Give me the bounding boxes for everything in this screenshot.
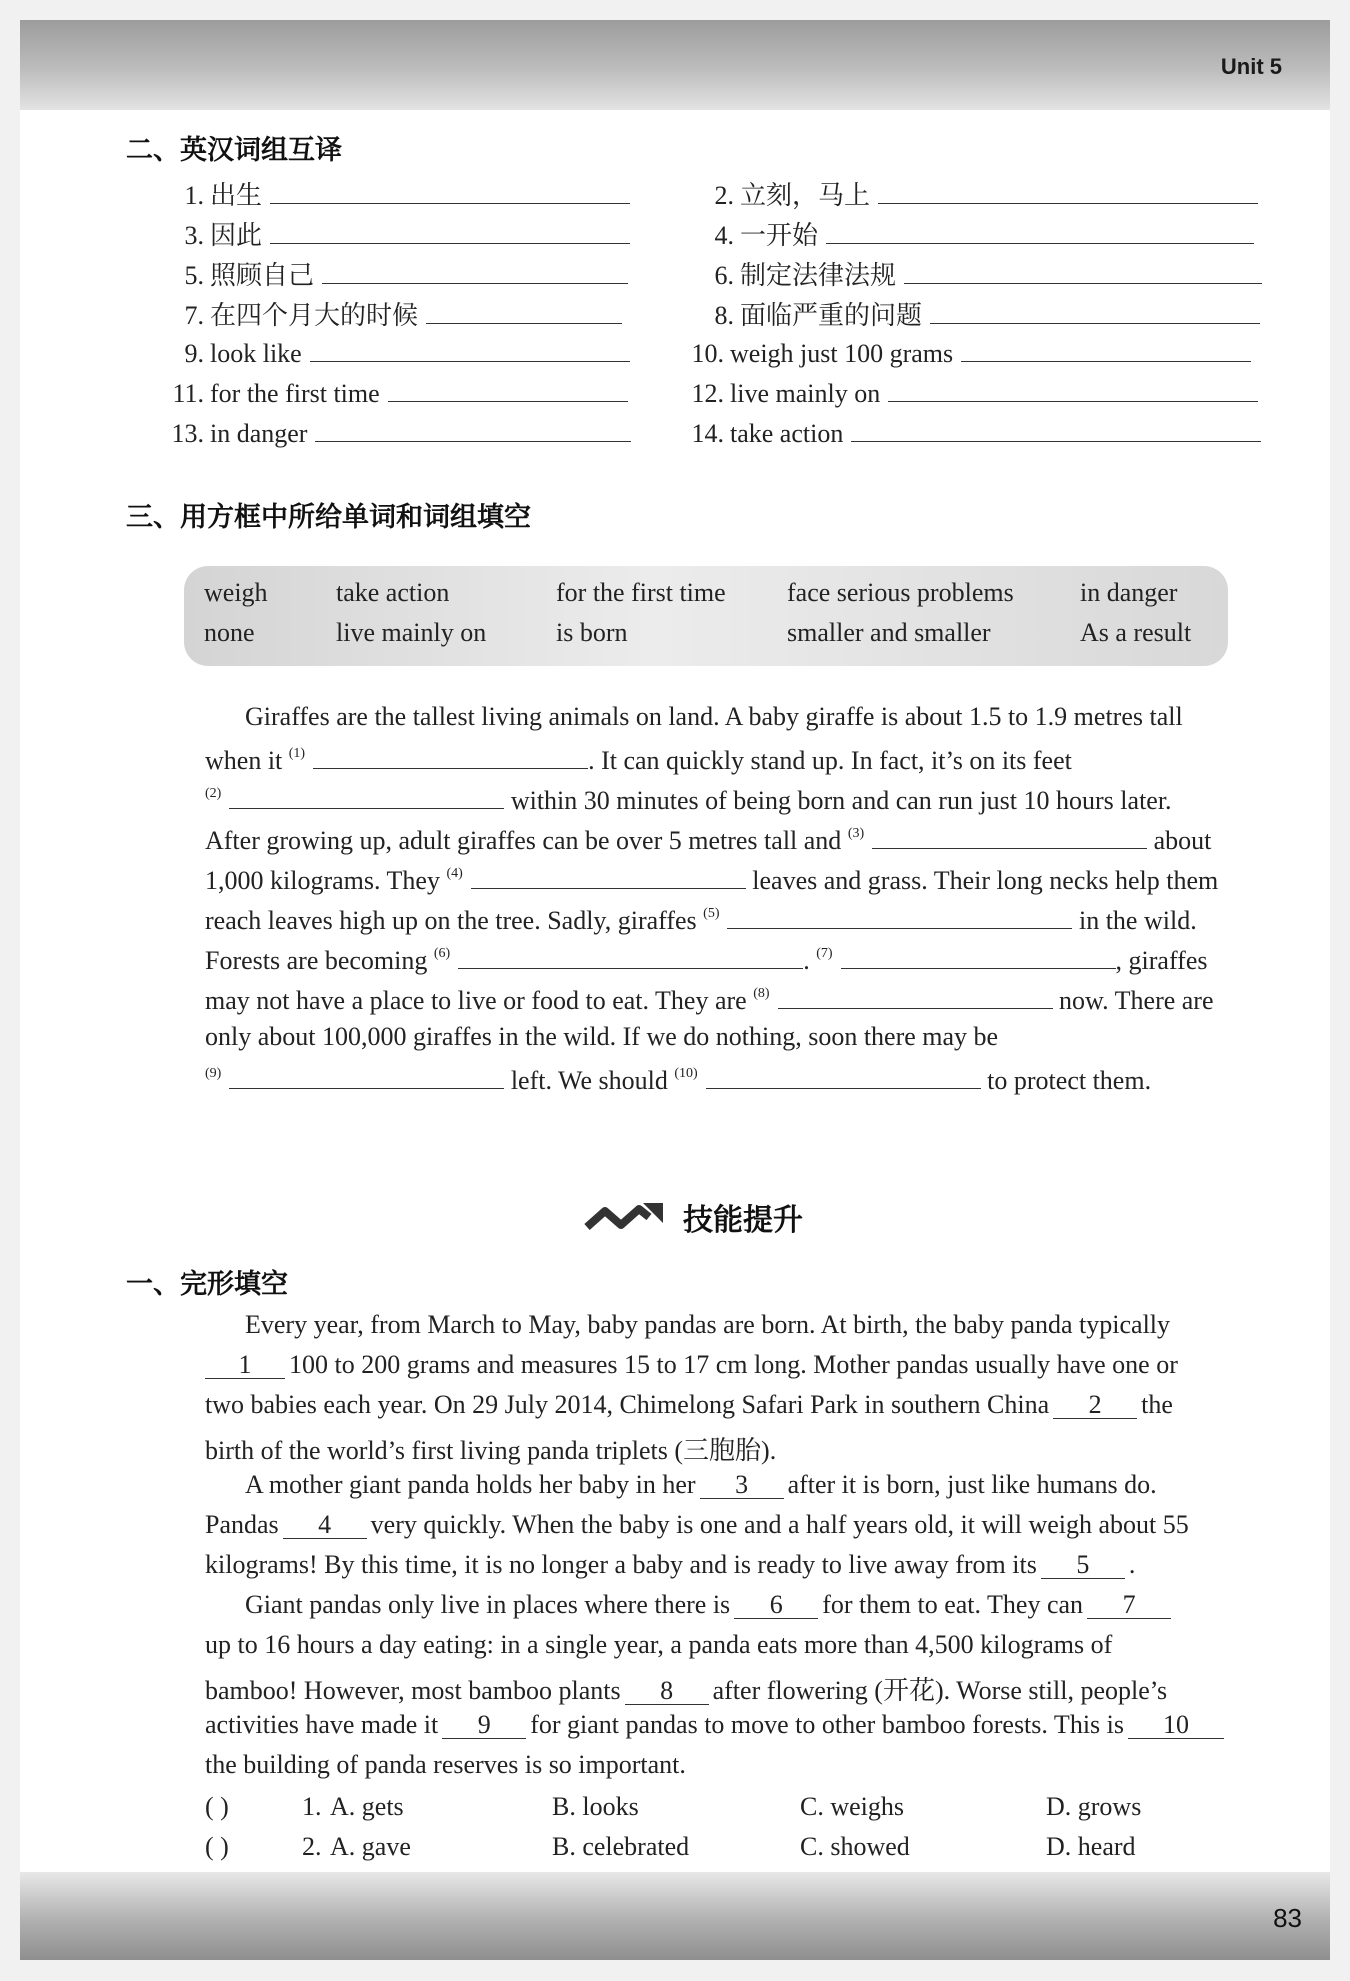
passage-line: $^{(2)}$ within 30 minutes of being born and can run just 10 hours later. (205, 782, 1172, 816)
choice-option[interactable]: D. heard (1046, 1832, 1136, 1861)
section-two-title: 二、英汉词组互译 (126, 135, 342, 166)
word-box-item: is born (556, 618, 628, 647)
cloze-line: kilograms! By this time, it is no longer a baby and is ready to live away from its 5 . (205, 1550, 1136, 1579)
answer-blank-10[interactable] (706, 1062, 981, 1089)
choice-option[interactable]: B. looks (552, 1792, 639, 1821)
footer-band (20, 1872, 1330, 1960)
answer-blank-5[interactable] (727, 902, 1072, 929)
passage-line: $^{(9)}$ left. We should $^{(10)}$ to protect them. (205, 1062, 1151, 1096)
phrase-item-6: 6. 制定法律法规 (700, 255, 1262, 292)
cloze-blank-7[interactable]: 7 (1087, 1592, 1171, 1619)
passage-line: After growing up, adult giraffes can be over 5 metres tall and $^{(3)}$ about (205, 822, 1211, 856)
word-box-item: none (204, 618, 255, 647)
cloze-line: birth of the world’s first living panda triplets (三胞胎). (205, 1436, 777, 1465)
phrase-item-4: 4. 一开始 (700, 215, 1254, 252)
answer-blank[interactable] (851, 415, 1261, 442)
cloze-blank-4[interactable]: 4 (283, 1512, 367, 1539)
answer-blank[interactable] (310, 335, 630, 362)
phrase-item-3: 3. 因此 (170, 215, 630, 252)
word-box-item: face serious problems (787, 578, 1014, 607)
cloze-blank-8[interactable]: 8 (625, 1678, 709, 1705)
answer-blank[interactable] (426, 297, 622, 324)
answer-blank[interactable] (826, 217, 1254, 244)
phrase-item-12: 12. live mainly on (690, 375, 1258, 409)
skills-heading-label: 技能提升 (683, 1203, 803, 1238)
answer-blank-9[interactable] (229, 1062, 504, 1089)
header-band (20, 20, 1330, 110)
cloze-line: Giant pandas only live in places where there is 6 for them to eat. They can 7 (245, 1590, 1175, 1620)
cloze-line: activities have made it 9 for giant pandas to move to other bamboo forests. This is 10 (205, 1710, 1228, 1740)
choice-option[interactable]: B. celebrated (552, 1832, 690, 1861)
choice-option[interactable]: C. showed (800, 1832, 910, 1861)
page-number: 83 (1273, 1903, 1302, 1933)
choice-option[interactable]: D. grows (1046, 1792, 1142, 1821)
cloze-blank-10[interactable]: 10 (1128, 1712, 1224, 1739)
answer-blank-6[interactable] (458, 942, 803, 969)
unit-label: Unit 5 (1220, 54, 1282, 79)
cloze-blank-1[interactable]: 1 (205, 1352, 285, 1379)
passage-line: may not have a place to live or food to eat. They are $^{(8)}$ now. There are (205, 982, 1214, 1016)
answer-blank-8[interactable] (778, 982, 1053, 1009)
passage-line: only about 100,000 giraffes in the wild. If we do nothing, soon there may be (205, 1022, 999, 1051)
word-box-item: weigh (204, 578, 268, 607)
cloze-line: Every year, from March to May, baby pandas are born. At birth, the baby panda typically (245, 1310, 1171, 1339)
cloze-blank-6[interactable]: 6 (734, 1592, 818, 1619)
phrase-item-2: 2. 立刻，马上 (700, 175, 1258, 212)
answer-blank[interactable] (930, 297, 1260, 324)
cloze-line: bamboo! However, most bamboo plants 8 after flowering (开花). Worse still, people’s (205, 1676, 1168, 1705)
cloze-title: 一、完形填空 (126, 1269, 288, 1300)
answer-blank[interactable] (322, 257, 628, 284)
word-box-item: in danger (1080, 578, 1178, 607)
workbook-page (20, 20, 1330, 1960)
answer-paren[interactable]: ( ) (205, 1832, 229, 1861)
passage-line: reach leaves high up on the tree. Sadly, giraffes $^{(5)}$ in the wild. (205, 902, 1197, 936)
cloze-blank-3[interactable]: 3 (700, 1472, 784, 1499)
cloze-line: two babies each year. On 29 July 2014, Chimelong Safari Park in southern China 2 the (205, 1390, 1173, 1419)
passage-line: Giraffes are the tallest living animals on land. A baby giraffe is about 1.5 to 1.9 metres tall (245, 702, 1183, 731)
phrase-item-7: 7. 在四个月大的时候 (170, 295, 622, 332)
cloze-blank-2[interactable]: 2 (1053, 1392, 1137, 1419)
word-box-item: take action (336, 578, 450, 607)
phrase-item-13: 13. in danger (170, 415, 631, 449)
word-box-item: As a result (1080, 618, 1192, 647)
trending-up-icon (583, 1201, 667, 1235)
answer-blank[interactable] (270, 217, 630, 244)
answer-blank-1[interactable] (313, 742, 588, 769)
answer-paren[interactable]: ( ) (205, 1792, 229, 1821)
question-number: 1. (302, 1792, 322, 1821)
cloze-line: 1 100 to 200 grams and measures 15 to 17 cm long. Mother pandas usually have one or (205, 1350, 1178, 1380)
cloze-blank-9[interactable]: 9 (442, 1712, 526, 1739)
question-number: 2. (302, 1832, 322, 1861)
choice-option[interactable]: C. weighs (800, 1792, 904, 1821)
cloze-line: A mother giant panda holds her baby in her 3 after it is born, just like humans do. (245, 1470, 1157, 1499)
phrase-item-9: 9. look like (170, 335, 630, 369)
answer-blank[interactable] (888, 375, 1258, 402)
answer-blank[interactable] (961, 335, 1251, 362)
phrase-item-8: 8. 面临严重的问题 (700, 295, 1260, 332)
answer-blank[interactable] (315, 415, 631, 442)
answer-blank-3[interactable] (872, 822, 1147, 849)
answer-blank[interactable] (878, 177, 1258, 204)
answer-blank-4[interactable] (471, 862, 746, 889)
cloze-line: Pandas 4 very quickly. When the baby is one and a half years old, it will weigh about 55 (205, 1510, 1189, 1539)
word-box-item: live mainly on (336, 618, 487, 647)
choice-option[interactable]: A. gets (330, 1792, 404, 1821)
cloze-line: up to 16 hours a day eating: in a single year, a panda eats more than 4,500 kilograms of (205, 1630, 1113, 1659)
answer-blank[interactable] (904, 257, 1262, 284)
answer-blank[interactable] (388, 375, 628, 402)
word-box-item: for the first time (556, 578, 726, 607)
passage-line: when it $^{(1)}$ . It can quickly stand up. In fact, it’s on its feet (205, 742, 1072, 776)
phrase-item-10: 10. weigh just 100 grams (690, 335, 1251, 369)
choice-option[interactable]: A. gave (330, 1832, 411, 1861)
answer-blank-2[interactable] (229, 782, 504, 809)
phrase-item-5: 5. 照顾自己 (170, 255, 628, 292)
phrase-item-14: 14. take action (690, 415, 1261, 449)
cloze-blank-5[interactable]: 5 (1041, 1552, 1125, 1579)
phrase-item-1: 1. 出生 (170, 175, 630, 212)
answer-blank[interactable] (270, 177, 630, 204)
section-three-title: 三、用方框中所给单词和词组填空 (126, 502, 531, 533)
cloze-line: the building of panda reserves is so important. (205, 1750, 686, 1779)
phrase-item-11: 11. for the first time (170, 375, 628, 409)
answer-blank-7[interactable] (841, 942, 1116, 969)
passage-line: 1,000 kilograms. They $^{(4)}$ leaves and grass. Their long necks help them (205, 862, 1218, 896)
word-box-item: smaller and smaller (787, 618, 991, 647)
passage-line: Forests are becoming $^{(6)}$ . $^{(7)}$ , giraffes (205, 942, 1207, 976)
